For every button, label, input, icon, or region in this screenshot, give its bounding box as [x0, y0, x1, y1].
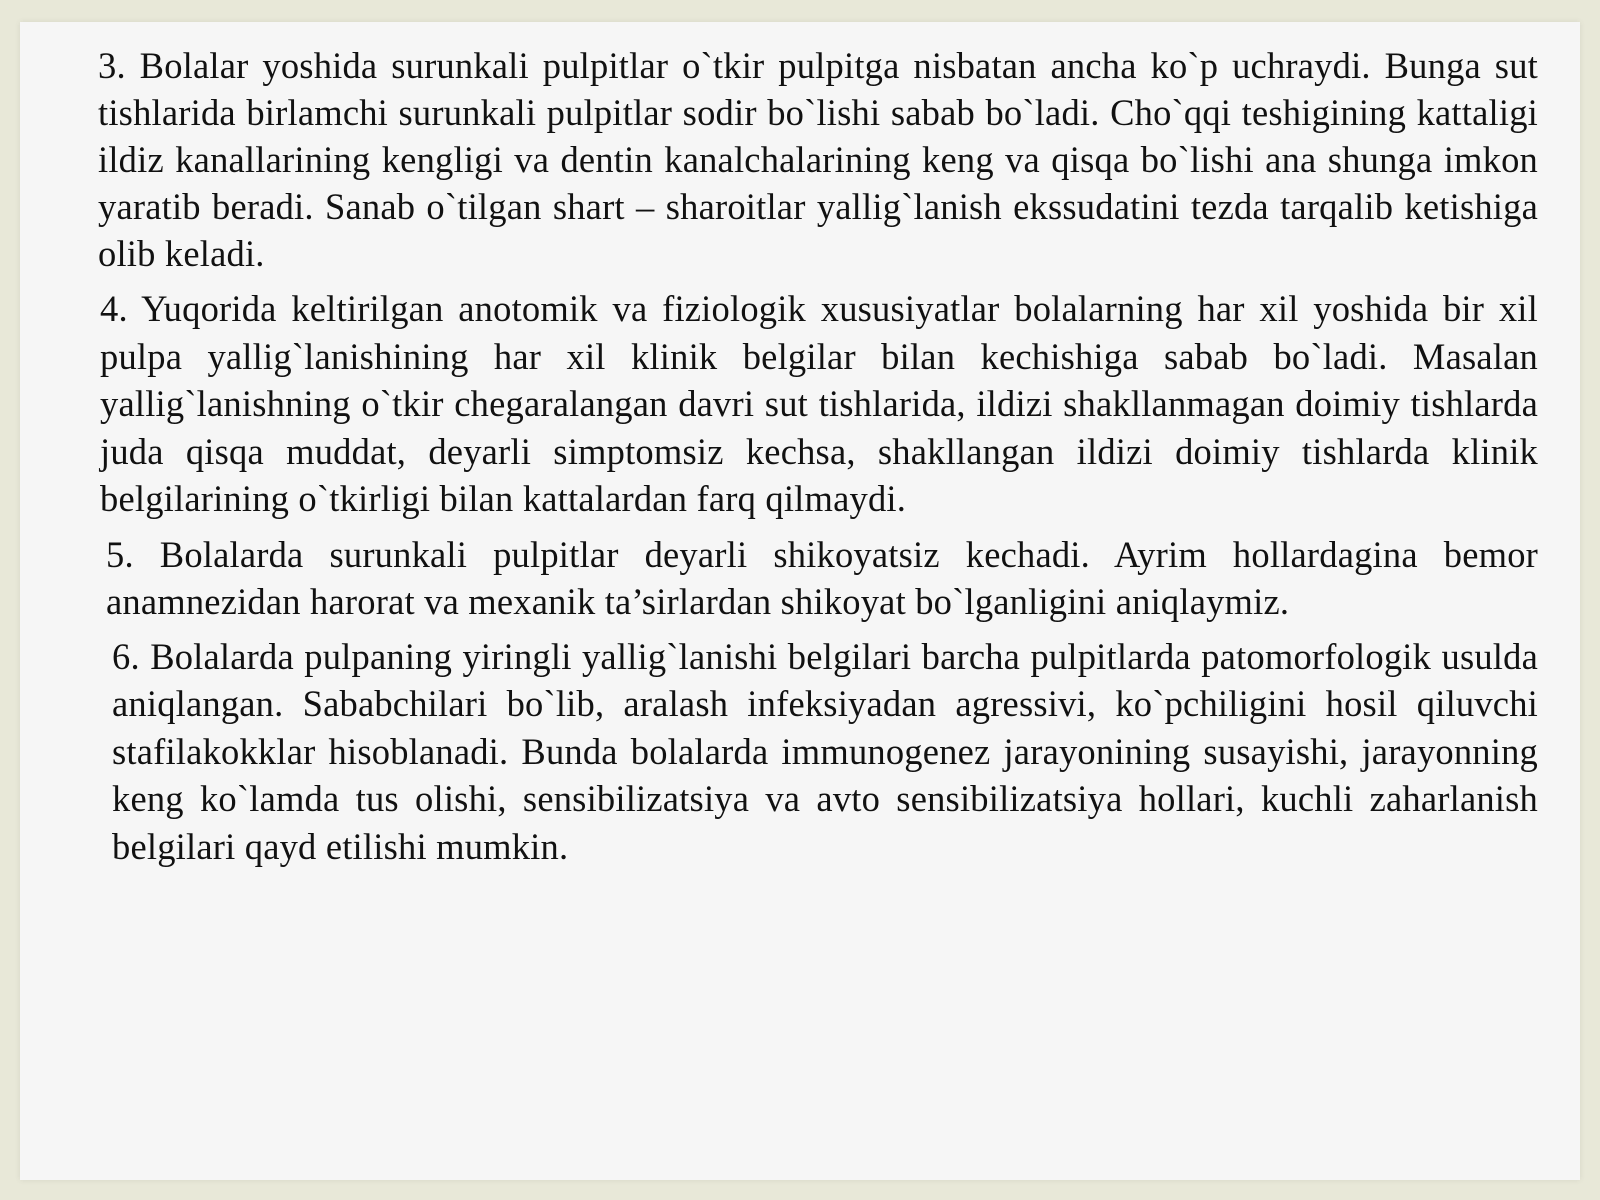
slide — [20, 22, 1580, 1180]
paragraph-6: 6. Bolalarda pulpaning yiringli yallig`lanishi belgilari barcha pulpitlarda patomorfologik usulda aniqlangan. Sababchilari bo`lib, aralash infeksiyadan agressivi, ko`pchiligini hosil qiluvchi stafilakokklar hisoblanadi. Bunda bolalarda immunogenez jarayonining susayishi, jarayonning keng ko`lamda tus olishi, sensibilizatsiya va avto sensibilizatsiya hollari, kuchli zaharlanish belgilari qayd etilishi mumkin. — [112, 635, 1538, 867]
paragraph-5: 5. Bolalarda surunkali pulpitlar deyarli shikoyatsiz kechadi. Ayrim hollardagina bemor anamnezidan harorat va mexanik ta’sirlardan shikoyat bo`lganligini aniqlaymiz. — [106, 533, 1538, 622]
document-body — [98, 42, 1538, 878]
paragraph-3: 3. Bolalar yoshida surunkali pulpitlar o`tkir pulpitga nisbatan ancha ko`p uchraydi. Bunga sut tishlarida birlamchi surunkali pulpitlar sodir bo`lishi sabab bo`ladi. Cho`qqi teshigining kattaligi ildiz kanallarining kengligi va dentin kanalchalarining keng va qisqa bo`lishi ana shunga imkon yaratib beradi. Sanab o`tilgan shart – sharoitlar yallig`lanish ekssudatini tezda tarqalib ketishiga olib keladi. — [98, 45, 1538, 274]
paragraph-4: 4. Yuqorida keltirilgan anotomik va fiziologik xususiyatlar bolalarning har xil yoshida bir xil pulpa yallig`lanishining har xil klinik belgilar bilan kechishiga sabab bo`ladi. Masalan yallig`lanishning o`tkir chegaralangan davri sut tishlarida, ildizi shakllanmagan doimiy tishlarda juda qisqa muddat, deyarli simptomsiz kechsa, shakllangan ildizi doimiy tishlarda klinik belgilarining o`tkirligi bilan kattalardan farq qilmaydi. — [100, 288, 1538, 519]
